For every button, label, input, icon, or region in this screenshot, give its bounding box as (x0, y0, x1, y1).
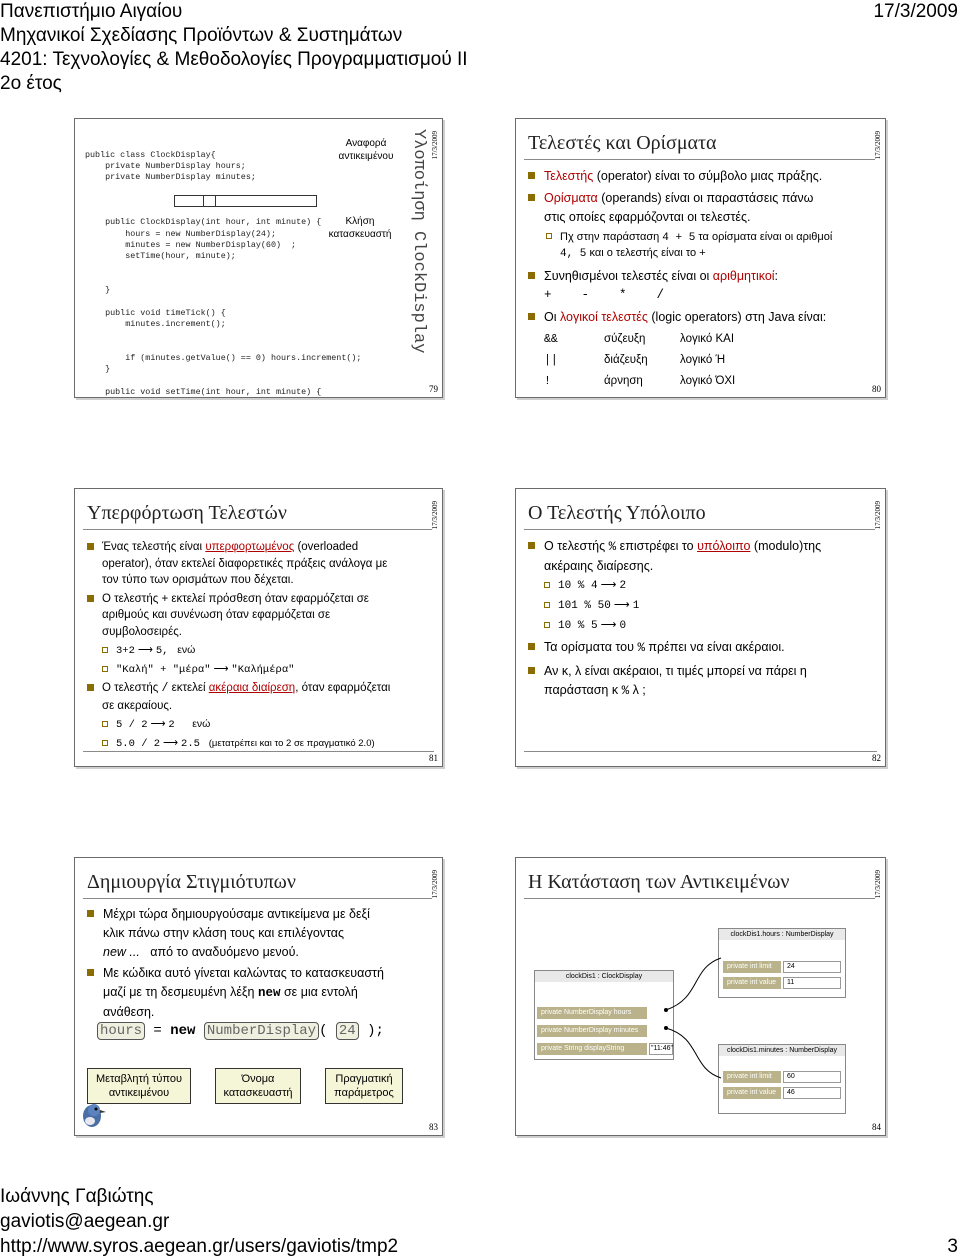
page-header (0, 0, 960, 100)
modulo-example: 10 % 5 ⟶ 0 (528, 616, 878, 636)
bluej-bird-icon (78, 1099, 108, 1129)
bullet-plus: Ο τελεστής + εκτελεί πρόσθεση όταν εφαρμόζεται σε (87, 591, 432, 608)
constructor-call-callout: Κλήση κατασκευαστή (321, 215, 399, 241)
slide-date: 17/3/2009 (874, 131, 882, 160)
bullet-operands-cont: στις οποίες εφαρμόζονται οι τελεστές. (544, 210, 751, 224)
slide-80 (515, 118, 886, 398)
modulo-example: 10 % 4 ⟶ 2 (528, 576, 878, 596)
object-reference-callout: Αναφορά αντικειμένου (333, 137, 399, 163)
field-value: 11 (783, 977, 841, 989)
slide-title: Ο Τελεστής Υπόλοιπο (528, 502, 706, 524)
author-name: Ιωάννης Γαβιώτης (0, 1186, 154, 1207)
bullet-operator: Τελεστής (operator) είναι το σύμβολο μιας πράξης. (528, 167, 822, 186)
slide-date: 17/3/2009 (431, 501, 439, 530)
slide-title: Υπερφόρτωση Τελεστών (87, 502, 287, 524)
example-4: 5.0 / 2 ⟶ 2.5 (μετατρέπει και το 2 σε πραγματικό 2.0) (87, 735, 432, 753)
arrow-icon: ⟶ (600, 579, 617, 591)
bullet-arithmetic: Συνηθισμένοι τελεστές είναι οι αριθμητικοί: (528, 267, 778, 286)
slide-83 (74, 857, 443, 1136)
arithmetic-operators: + - * / (544, 288, 665, 302)
arrow-icon: ⟶ (163, 736, 179, 749)
university-name: Πανεπιστήμιο Αιγαίου (0, 1, 183, 22)
field-name: private int limit (723, 961, 781, 973)
field-value: 60 (783, 1071, 841, 1083)
bullet-icon (528, 172, 535, 179)
slide-number: 82 (872, 753, 881, 763)
slide-82 (515, 488, 886, 767)
bullet-icon (528, 194, 535, 201)
slide-number: 84 (872, 1122, 881, 1132)
slide-79 (74, 118, 443, 398)
slide-number: 80 (872, 384, 881, 394)
checkbox-bullet-icon (546, 233, 552, 239)
author-url[interactable]: http://www.syros.aegean.gr/users/gaviotis/tmp2 (0, 1236, 399, 1257)
arrow-icon: ⟶ (150, 718, 166, 730)
field-name: private String displayString (537, 1043, 647, 1055)
constructor-highlight (203, 195, 317, 207)
bullet-code: Με κώδικα αυτό γίνεται καλώντας το κατασκευαστή (87, 964, 437, 983)
slide-title: Η Κατάσταση των Αντικειμένων (528, 871, 790, 893)
clockdisplay-code: public class ClockDisplay{ private NumberDisplay hours; private NumberDisplay minutes; public ClockDisplay(int hour, int minute) { hours = new NumberDisplay(24); minutes = new NumberDisplay(60) ; setTime(hour, minute); } public void timeTick() { minutes.increment(); if (minutes.getValue() == 0) hours.increment(); } public void setTime(int hour, int minute) { (85, 149, 362, 397)
bullet-operands: Ορίσματα (operands) είναι οι παραστάσεις πάνω (528, 189, 813, 208)
example-1: 3+2 ⟶ 5, ενώ (87, 642, 432, 660)
page-footer (0, 1185, 960, 1259)
bullet-logical: Οι λογικοί τελεστές (logic operators) στη Java είναι: (528, 308, 826, 327)
object-title: clockDis1.hours : NumberDisplay (719, 929, 845, 940)
slide-84 (515, 857, 886, 1136)
slide-body: Ο τελεστής % επιστρέφει το υπόλοιπο (modulo)της ακέραιης διαίρεσης. 10 % 4 ⟶ 2 101 % 50 ⟶ 1 10 % 5 ⟶ 0 Τα ορίσματα του % πρέπει να είναι ακέραιοι. Αν κ, λ είναι ακέραιοι, τι τιμές μπορεί να πάρει η παράσταση κ % λ ; (528, 537, 878, 701)
logic-operator-table (544, 329, 735, 392)
arrow-icon: ⟶ (600, 619, 617, 631)
course-title: 4201: Τεχνολογίες & Μεθοδολογίες Προγραμματισμού ΙΙ (0, 49, 468, 70)
bullet-question: Αν κ, λ είναι ακέραιοι, τι τιμές μπορεί να πάρει η (528, 662, 878, 681)
object-title: clockDis1.minutes : NumberDisplay (719, 1045, 845, 1056)
reference-arrows (516, 858, 886, 1136)
field-name: private NumberDisplay hours (537, 1007, 647, 1019)
title-divider (524, 529, 875, 530)
slide-number: 79 (429, 384, 438, 394)
field-value: "11:46" (649, 1043, 673, 1055)
bullet-division: Ο τελεστής / εκτελεί ακέραια διαίρεση, όταν εφαρμόζεται (87, 680, 432, 698)
bullet-integers: Τα ορίσματα του % πρέπει να είναι ακέραιοι. (528, 638, 878, 658)
logic-row: && σύζευξη λογικό ΚΑΙ (544, 333, 735, 346)
field-name: private int limit (723, 1071, 781, 1083)
slide-date: 17/3/2009 (874, 870, 882, 899)
field-value: 24 (783, 961, 841, 973)
field-name: private int value (723, 1087, 781, 1099)
author-email[interactable]: gaviotis@aegean.gr (0, 1211, 170, 1232)
bullet-icon (528, 313, 535, 320)
logic-row: || διάζευξη λογικό Ή (544, 354, 726, 367)
footer-divider (524, 751, 877, 752)
course-year: 2ο έτος (0, 73, 62, 94)
example-2: "Καλή" + "μέρα" ⟶ "Καλήμέρα" (87, 661, 432, 679)
footer-divider (83, 751, 434, 752)
modulo-example: 101 % 50 ⟶ 1 (528, 596, 878, 616)
logic-row: ! άρνηση λογικό ΌΧΙ (544, 375, 736, 388)
slide-vertical-title: Υλοποίηση ClockDisplay (409, 129, 428, 354)
slide-date: 17/3/2009 (874, 501, 882, 530)
slide-date: 17/3/2009 (431, 870, 439, 899)
sub-example-cont: 4, 5 και ο τελεστής είναι το + (560, 247, 706, 260)
title-divider (83, 529, 432, 530)
slide-81 (74, 488, 443, 767)
department-name: Μηχανικοί Σχεδίασης Προϊόντων & Συστημάτων (0, 25, 403, 46)
title-divider (524, 159, 875, 160)
slide-number: 83 (429, 1122, 438, 1132)
slide-body: Μέχρι τώρα δημιουργούσαμε αντικείμενα με δεξί κλικ πάνω στην κλάση τους και επιλέγοντας new ... από το αναδυόμενο μενού. Με κώδικα αυτό γίνεται καλώντας το κατασκευαστή μαζί με τη δεσμευμένη λέξη new σε μια εντολή ανάθεση. (87, 905, 437, 1022)
slide-body: Ένας τελεστής είναι υπερφορτωμένος (overloaded operator), όταν εκτελεί διαφορετικές πράξεις ανάλογα με τον τύπο των ορισμάτων που δέχεται. Ο τελεστής + εκτελεί πρόσθεση όταν εφαρμόζεται σε αριθμούς και συνένωση όταν εφαρμόζεται σε συμβολοσειρές. 3+2 ⟶ 5, ενώ "Καλή" + "μέρα" ⟶ "Καλήμέρα" Ο τελεστής / εκτελεί ακέραια διαίρεση, όταν εφαρμόζεται σε ακεραίους. 5 / 2 ⟶ 2 ενώ 5.0 / 2 ⟶ 2.5 (μετατρέπει και το 2 σε πραγματικό 2.0) (87, 539, 432, 752)
bullet-bluej: Μέχρι τώρα δημιουργούσαμε αντικείμενα με δεξί (87, 905, 437, 924)
arrow-icon: ⟶ (213, 662, 229, 675)
field-name: private NumberDisplay minutes (537, 1025, 647, 1037)
sub-example: Πχ στην παράσταση 4 + 5 τα ορίσματα είναι οι αριθμοί (546, 229, 832, 246)
new-statement-code: hours = new NumberDisplay ( 24 ); (97, 1021, 384, 1041)
slide-number: 81 (429, 753, 438, 763)
bullet-icon (528, 272, 535, 279)
slide-title: Τελεστές και Ορίσματα (528, 132, 717, 154)
slide-date: 17/3/2009 (431, 131, 439, 160)
constructor-name-label: Όνομα κατασκευαστή (215, 1068, 301, 1104)
bullet-overloaded: Ένας τελεστής είναι υπερφορτωμένος (overloaded (87, 539, 432, 556)
arrow-icon: ⟶ (137, 644, 153, 656)
field-name: private int value (723, 977, 781, 989)
slide-title: Δημιουργία Στιγμιότυπων (87, 871, 296, 893)
title-divider (83, 898, 432, 899)
field-value: 46 (783, 1087, 841, 1099)
arrow-icon: ⟶ (613, 599, 630, 611)
example-3: 5 / 2 ⟶ 2 ενώ (87, 716, 432, 734)
bullet-modulo: Ο τελεστής % επιστρέφει το υπόλοιπο (modulo)της (528, 537, 878, 557)
header-date: 17/3/2009 (873, 1, 958, 22)
page-number: 3 (947, 1236, 958, 1257)
object-title: clockDis1 : ClockDisplay (535, 971, 673, 982)
actual-parameter-label: Πραγματική παράμετρος (325, 1068, 403, 1104)
variable-type-label: Μεταβλητή τύπου αντικειμένου (87, 1068, 191, 1104)
